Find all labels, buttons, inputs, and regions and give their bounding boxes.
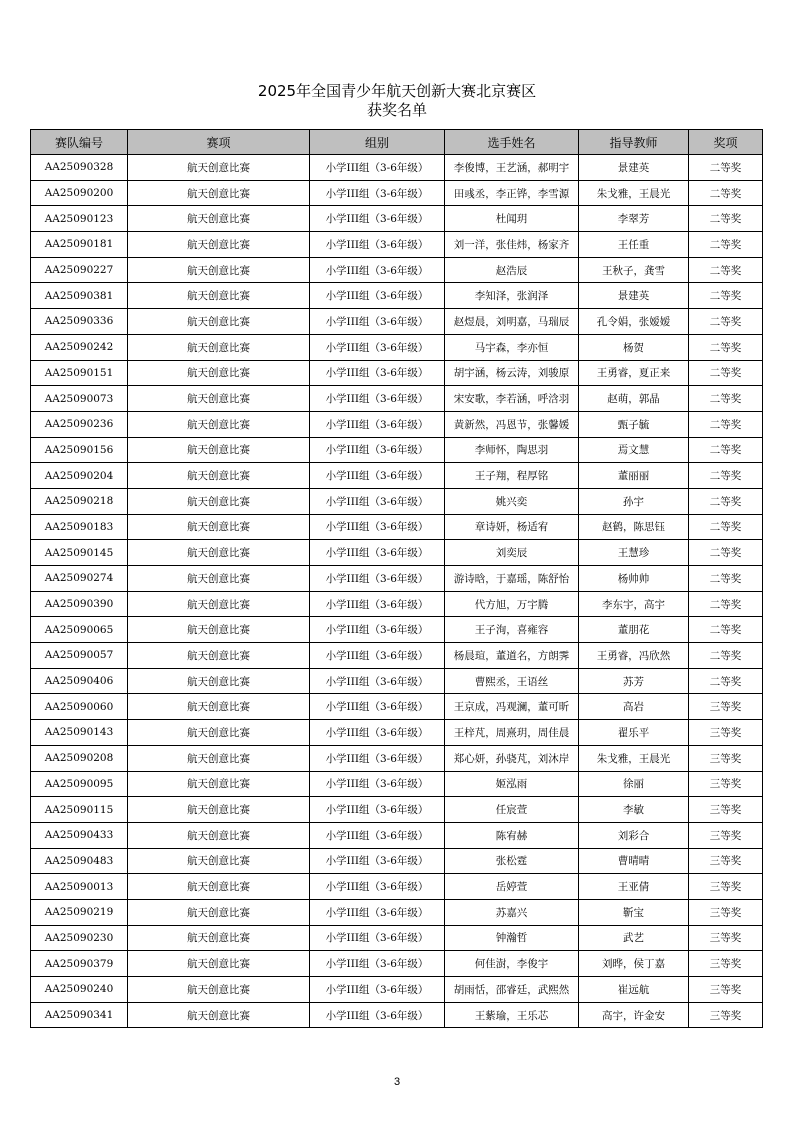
instructor-cell: 李敏 [579,797,689,823]
instructor-cell: 李翠芳 [579,206,689,232]
table-row [31,925,763,951]
table-row [31,155,763,181]
instructor-cell: 苏芳 [579,668,689,694]
award-cell: 二等奖 [689,437,763,463]
instructor-cell: 焉文慧 [579,437,689,463]
table-row [31,206,763,232]
group-cell: 小学III组（3-6年级） [310,694,445,720]
table-row [31,899,763,925]
event-cell: 航天创意比赛 [128,771,310,797]
table-row [31,848,763,874]
table-row [31,540,763,566]
team-id-cell: AA25090433 [31,822,128,848]
event-cell: 航天创意比赛 [128,643,310,669]
table-row [31,180,763,206]
awards-table [30,129,763,1028]
table-row [31,617,763,643]
instructor-cell: 孙宇 [579,488,689,514]
event-cell: 航天创意比赛 [128,334,310,360]
event-cell: 航天创意比赛 [128,1002,310,1028]
table-row [31,822,763,848]
team-id-cell: AA25090200 [31,180,128,206]
team-id-cell: AA25090013 [31,874,128,900]
header-team-id: 赛队编号 [31,130,128,155]
team-id-cell: AA25090230 [31,925,128,951]
award-cell: 三等奖 [689,745,763,771]
table-row [31,463,763,489]
team-id-cell: AA25090181 [31,232,128,258]
group-cell: 小学III组（3-6年级） [310,180,445,206]
contestants-cell: 李知泽，张润泽 [445,283,579,309]
table-row [31,566,763,592]
table-row [31,334,763,360]
contestants-cell: 王子翔，程厚铭 [445,463,579,489]
team-id-cell: AA25090379 [31,951,128,977]
instructor-cell: 高岩 [579,694,689,720]
instructor-cell: 朱戈雅，王晨光 [579,180,689,206]
group-cell: 小学III组（3-6年级） [310,206,445,232]
group-cell: 小学III组（3-6年级） [310,1002,445,1028]
team-id-cell: AA25090381 [31,283,128,309]
event-cell: 航天创意比赛 [128,694,310,720]
event-cell: 航天创意比赛 [128,283,310,309]
team-id-cell: AA25090115 [31,797,128,823]
group-cell: 小学III组（3-6年级） [310,797,445,823]
award-cell: 二等奖 [689,360,763,386]
contestants-cell: 黄新然，冯恩节，张馨媛 [445,411,579,437]
instructor-cell: 甄子毓 [579,411,689,437]
instructor-cell: 刘彩合 [579,822,689,848]
event-cell: 航天创意比赛 [128,874,310,900]
group-cell: 小学III组（3-6年级） [310,437,445,463]
award-cell: 二等奖 [689,206,763,232]
group-cell: 小学III组（3-6年级） [310,283,445,309]
team-id-cell: AA25090483 [31,848,128,874]
group-cell: 小学III组（3-6年级） [310,411,445,437]
event-cell: 航天创意比赛 [128,951,310,977]
table-row [31,668,763,694]
event-cell: 航天创意比赛 [128,463,310,489]
team-id-cell: AA25090328 [31,155,128,181]
award-cell: 三等奖 [689,977,763,1003]
contestants-cell: 姬泓雨 [445,771,579,797]
instructor-cell: 高宇，许金安 [579,1002,689,1028]
award-cell: 二等奖 [689,334,763,360]
instructor-cell: 王亚倩 [579,874,689,900]
table-row [31,257,763,283]
instructor-cell: 翟乐平 [579,720,689,746]
instructor-cell: 王秋子，龚雪 [579,257,689,283]
table-body [31,155,763,1028]
table-header-row [31,130,763,155]
team-id-cell: AA25090057 [31,643,128,669]
contestants-cell: 胡宇涵，杨云涛，刘骏原 [445,360,579,386]
header-award: 奖项 [689,130,763,155]
contestants-cell: 苏嘉兴 [445,899,579,925]
event-cell: 航天创意比赛 [128,591,310,617]
event-cell: 航天创意比赛 [128,617,310,643]
group-cell: 小学III组（3-6年级） [310,514,445,540]
table-row [31,360,763,386]
table-row [31,283,763,309]
award-cell: 二等奖 [689,386,763,412]
team-id-cell: AA25090143 [31,720,128,746]
event-cell: 航天创意比赛 [128,155,310,181]
award-cell: 三等奖 [689,874,763,900]
event-cell: 航天创意比赛 [128,925,310,951]
document-title [0,82,794,120]
team-id-cell: AA25090065 [31,617,128,643]
contestants-cell: 游诗晗，于嘉瑶，陈舒怡 [445,566,579,592]
contestants-cell: 宋安歌，李若涵，呼浛羽 [445,386,579,412]
contestants-cell: 何佳澍，李俊宇 [445,951,579,977]
event-cell: 航天创意比赛 [128,822,310,848]
instructor-cell: 董丽丽 [579,463,689,489]
group-cell: 小学III组（3-6年级） [310,617,445,643]
page-number: 3 [393,1076,401,1088]
instructor-cell: 李东宇，高宇 [579,591,689,617]
team-id-cell: AA25090218 [31,488,128,514]
event-cell: 航天创意比赛 [128,488,310,514]
header-instructor: 指导教师 [579,130,689,155]
contestants-cell: 王子洵，喜雍容 [445,617,579,643]
award-cell: 二等奖 [689,257,763,283]
contestants-cell: 马宇森，李亦恒 [445,334,579,360]
group-cell: 小学III组（3-6年级） [310,488,445,514]
team-id-cell: AA25090073 [31,386,128,412]
team-id-cell: AA25090406 [31,668,128,694]
instructor-cell: 徐丽 [579,771,689,797]
group-cell: 小学III组（3-6年级） [310,155,445,181]
event-cell: 航天创意比赛 [128,180,310,206]
event-cell: 航天创意比赛 [128,899,310,925]
award-cell: 二等奖 [689,309,763,335]
contestants-cell: 王梓芃，周熹玥，周佳晨 [445,720,579,746]
group-cell: 小学III组（3-6年级） [310,386,445,412]
table-row [31,797,763,823]
event-cell: 航天创意比赛 [128,720,310,746]
instructor-cell: 王慧珍 [579,540,689,566]
instructor-cell: 赵萌，郭晶 [579,386,689,412]
team-id-cell: AA25090123 [31,206,128,232]
contestants-cell: 姚兴奕 [445,488,579,514]
contestants-cell: 杨晨瑄，董道名，方朗霁 [445,643,579,669]
group-cell: 小学III组（3-6年级） [310,309,445,335]
group-cell: 小学III组（3-6年级） [310,720,445,746]
header-group: 组别 [310,130,445,155]
table-row [31,411,763,437]
team-id-cell: AA25090145 [31,540,128,566]
team-id-cell: AA25090208 [31,745,128,771]
table-row [31,874,763,900]
title-line-1: 2025年全国青少年航天创新大赛北京赛区 [257,82,537,100]
group-cell: 小学III组（3-6年级） [310,822,445,848]
table-row [31,1002,763,1028]
event-cell: 航天创意比赛 [128,514,310,540]
award-cell: 二等奖 [689,617,763,643]
group-cell: 小学III组（3-6年级） [310,334,445,360]
event-cell: 航天创意比赛 [128,566,310,592]
contestants-cell: 赵浩辰 [445,257,579,283]
contestants-cell: 赵煜晨，刘明嘉，马瑞辰 [445,309,579,335]
contestants-cell: 陈宥赫 [445,822,579,848]
award-cell: 三等奖 [689,771,763,797]
table-row [31,309,763,335]
contestants-cell: 田彧丞，李正铧，李雪源 [445,180,579,206]
award-cell: 二等奖 [689,232,763,258]
team-id-cell: AA25090390 [31,591,128,617]
award-cell: 二等奖 [689,643,763,669]
contestants-cell: 章诗妍，杨适宥 [445,514,579,540]
team-id-cell: AA25090219 [31,899,128,925]
instructor-cell: 曹晴晴 [579,848,689,874]
table-row [31,977,763,1003]
contestants-cell: 王京成，冯观澜，董可昕 [445,694,579,720]
title-line-2: 获奖名单 [366,101,427,119]
contestants-cell: 曹熙丞，王语丝 [445,668,579,694]
table-row [31,437,763,463]
event-cell: 航天创意比赛 [128,848,310,874]
header-contestants: 选手姓名 [445,130,579,155]
team-id-cell: AA25090240 [31,977,128,1003]
team-id-cell: AA25090151 [31,360,128,386]
table-row [31,951,763,977]
instructor-cell: 武艺 [579,925,689,951]
contestants-cell: 刘一洋，张佳炜，杨家齐 [445,232,579,258]
contestants-cell: 张松霆 [445,848,579,874]
instructor-cell: 景建英 [579,283,689,309]
group-cell: 小学III组（3-6年级） [310,848,445,874]
instructor-cell: 景建英 [579,155,689,181]
table-row [31,694,763,720]
event-cell: 航天创意比赛 [128,257,310,283]
team-id-cell: AA25090341 [31,1002,128,1028]
contestants-cell: 王紫瑜，王乐芯 [445,1002,579,1028]
table-row [31,232,763,258]
contestants-cell: 李师怀，陶思羽 [445,437,579,463]
award-cell: 三等奖 [689,951,763,977]
group-cell: 小学III组（3-6年级） [310,874,445,900]
award-cell: 三等奖 [689,797,763,823]
event-cell: 航天创意比赛 [128,745,310,771]
contestants-cell: 杜闻玥 [445,206,579,232]
award-cell: 三等奖 [689,925,763,951]
event-cell: 航天创意比赛 [128,668,310,694]
contestants-cell: 钟瀚哲 [445,925,579,951]
team-id-cell: AA25090156 [31,437,128,463]
group-cell: 小学III组（3-6年级） [310,643,445,669]
team-id-cell: AA25090274 [31,566,128,592]
award-cell: 二等奖 [689,540,763,566]
contestants-cell: 任宸萱 [445,797,579,823]
contestants-cell: 代方旭，万宇腾 [445,591,579,617]
award-cell: 三等奖 [689,899,763,925]
instructor-cell: 王任重 [579,232,689,258]
instructor-cell: 孔令娟，张嫒嫒 [579,309,689,335]
award-cell: 二等奖 [689,566,763,592]
award-cell: 三等奖 [689,694,763,720]
award-cell: 三等奖 [689,848,763,874]
contestants-cell: 胡雨恬，邵睿廷，武熙然 [445,977,579,1003]
table-row [31,643,763,669]
award-cell: 二等奖 [689,463,763,489]
instructor-cell: 靳宝 [579,899,689,925]
instructor-cell: 朱戈雅，王晨光 [579,745,689,771]
group-cell: 小学III组（3-6年级） [310,899,445,925]
table-row [31,771,763,797]
event-cell: 航天创意比赛 [128,386,310,412]
award-cell: 二等奖 [689,591,763,617]
event-cell: 航天创意比赛 [128,309,310,335]
team-id-cell: AA25090227 [31,257,128,283]
team-id-cell: AA25090060 [31,694,128,720]
instructor-cell: 刘晔，侯丁嘉 [579,951,689,977]
group-cell: 小学III组（3-6年级） [310,540,445,566]
group-cell: 小学III组（3-6年级） [310,360,445,386]
award-cell: 二等奖 [689,488,763,514]
award-cell: 二等奖 [689,180,763,206]
award-cell: 二等奖 [689,668,763,694]
table-row [31,386,763,412]
table-row [31,488,763,514]
instructor-cell: 王勇睿，冯欣然 [579,643,689,669]
team-id-cell: AA25090242 [31,334,128,360]
group-cell: 小学III组（3-6年级） [310,951,445,977]
contestants-cell: 李俊博，王艺涵，郝明宇 [445,155,579,181]
table-row [31,514,763,540]
instructor-cell: 杨帅帅 [579,566,689,592]
contestants-cell: 岳婷萱 [445,874,579,900]
contestants-cell: 郑心妍，孙骁芃，刘沐岸 [445,745,579,771]
event-cell: 航天创意比赛 [128,411,310,437]
group-cell: 小学III组（3-6年级） [310,771,445,797]
table-row [31,745,763,771]
award-cell: 二等奖 [689,155,763,181]
instructor-cell: 王勇睿，夏正来 [579,360,689,386]
instructor-cell: 赵鹤，陈思钰 [579,514,689,540]
group-cell: 小学III组（3-6年级） [310,668,445,694]
group-cell: 小学III组（3-6年级） [310,257,445,283]
group-cell: 小学III组（3-6年级） [310,232,445,258]
instructor-cell: 董朋花 [579,617,689,643]
event-cell: 航天创意比赛 [128,797,310,823]
team-id-cell: AA25090336 [31,309,128,335]
award-cell: 三等奖 [689,822,763,848]
team-id-cell: AA25090204 [31,463,128,489]
award-cell: 二等奖 [689,514,763,540]
team-id-cell: AA25090095 [31,771,128,797]
event-cell: 航天创意比赛 [128,540,310,566]
award-cell: 二等奖 [689,283,763,309]
header-event: 赛项 [128,130,310,155]
event-cell: 航天创意比赛 [128,437,310,463]
group-cell: 小学III组（3-6年级） [310,745,445,771]
group-cell: 小学III组（3-6年级） [310,463,445,489]
team-id-cell: AA25090236 [31,411,128,437]
event-cell: 航天创意比赛 [128,206,310,232]
team-id-cell: AA25090183 [31,514,128,540]
contestants-cell: 刘奕辰 [445,540,579,566]
event-cell: 航天创意比赛 [128,360,310,386]
instructor-cell: 杨贺 [579,334,689,360]
table-row [31,591,763,617]
group-cell: 小学III组（3-6年级） [310,977,445,1003]
award-cell: 三等奖 [689,720,763,746]
award-cell: 三等奖 [689,1002,763,1028]
group-cell: 小学III组（3-6年级） [310,925,445,951]
award-cell: 二等奖 [689,411,763,437]
group-cell: 小学III组（3-6年级） [310,566,445,592]
table-row [31,720,763,746]
group-cell: 小学III组（3-6年级） [310,591,445,617]
event-cell: 航天创意比赛 [128,977,310,1003]
instructor-cell: 崔远航 [579,977,689,1003]
event-cell: 航天创意比赛 [128,232,310,258]
